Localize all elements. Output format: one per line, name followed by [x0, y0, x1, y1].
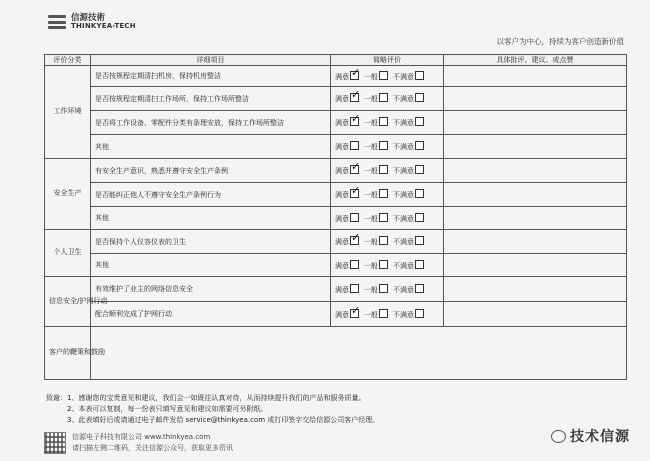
header-rating: 简略评价 [331, 55, 444, 66]
rating-option-label: 一般 [364, 285, 378, 294]
rating-option [393, 165, 424, 176]
item-cell: 是否保持个人仪容仪表的卫生 [91, 230, 331, 254]
table-row [45, 135, 627, 159]
rating-option [364, 213, 388, 224]
evaluation-table [44, 54, 627, 380]
rating-checkbox[interactable] [415, 309, 424, 318]
rating-option-label: 一般 [364, 119, 378, 127]
rating-checkbox[interactable] [415, 71, 424, 80]
rating-checkbox[interactable] [415, 189, 424, 198]
rating-checkbox[interactable] [415, 141, 424, 150]
note-line: 3、此表填好后或请通过电子邮件发给 service@thinkyea.com 或打印签字交给信源公司客户经理。 [67, 416, 380, 424]
rating-option-label: 满意 [335, 285, 349, 294]
item-cell: 是否能纠正他人不遵守安全生产条例行为 [91, 183, 331, 207]
rating-cell [331, 111, 444, 135]
encouragement-cell[interactable] [91, 327, 627, 380]
rating-option [393, 71, 424, 82]
rating-checkbox[interactable] [379, 260, 388, 269]
rating-option [393, 284, 424, 295]
comment-cell[interactable] [444, 135, 627, 159]
rating-option [335, 93, 359, 104]
comment-cell[interactable] [444, 207, 627, 230]
item-cell: 配合顺利完成了护网行动 [91, 302, 331, 327]
rating-checkbox[interactable] [379, 117, 388, 126]
table-row [45, 66, 627, 87]
rating-option [335, 165, 359, 176]
watermark-text: 技术信源 [570, 429, 630, 445]
item-cell: 有效维护了业主的网络信息安全 [91, 277, 331, 302]
rating-checkbox[interactable] [379, 309, 388, 318]
rating-option-label: 满意 [335, 214, 349, 223]
company-logo [48, 14, 136, 30]
item-cell: 是否按规程定期清扫机房，保持机房整洁 [91, 66, 331, 87]
rating-option-label: 一般 [364, 72, 378, 81]
rating-option-label: 满意 [335, 95, 349, 103]
rating-option [335, 284, 359, 295]
comment-cell[interactable] [444, 302, 627, 327]
rating-option-label: 一般 [364, 143, 378, 151]
rating-option [393, 309, 424, 320]
rating-checkbox[interactable] [379, 236, 388, 245]
notes-section [46, 393, 626, 426]
rating-option-label: 不满意 [393, 191, 414, 199]
rating-checkbox[interactable] [379, 213, 388, 222]
logo-english-name: THINKYEA-TECH [71, 21, 136, 30]
rating-cell [331, 230, 444, 254]
rating-option-label: 不满意 [393, 72, 414, 81]
rating-option [364, 309, 388, 320]
rating-option-label: 一般 [364, 261, 378, 270]
rating-option-label: 满意 [335, 261, 349, 270]
rating-cell [331, 87, 444, 111]
comment-cell[interactable] [444, 87, 627, 111]
rating-option [335, 309, 359, 320]
rating-option-label: 满意 [335, 72, 349, 81]
rating-checkbox[interactable] [379, 141, 388, 150]
comment-cell[interactable] [444, 111, 627, 135]
rating-option-label: 不满意 [393, 261, 414, 270]
rating-option [335, 117, 359, 128]
table-row [45, 254, 627, 277]
table-row [45, 111, 627, 135]
header-comments: 具体批评、建议、或点赞 [444, 55, 627, 66]
rating-checkbox[interactable] [379, 165, 388, 174]
category-cell: 工作环境 [45, 66, 91, 159]
comment-cell[interactable] [444, 277, 627, 302]
rating-option-label: 不满意 [393, 238, 414, 246]
logo-mark-icon [48, 15, 66, 29]
wechat-icon [551, 430, 566, 443]
rating-option-label: 不满意 [393, 167, 414, 175]
rating-option-label: 不满意 [393, 95, 414, 103]
table-row [45, 230, 627, 254]
comment-cell[interactable] [444, 66, 627, 87]
rating-checkbox[interactable] [350, 93, 359, 102]
rating-checkbox[interactable] [350, 236, 359, 245]
footer [44, 432, 233, 454]
rating-cell [331, 66, 444, 87]
rating-cell [331, 135, 444, 159]
rating-option-label: 不满意 [393, 214, 414, 223]
rating-option [364, 260, 388, 271]
rating-option-label: 满意 [335, 119, 349, 127]
rating-option [364, 71, 388, 82]
rating-option [393, 236, 424, 247]
footer-company: 信源电子科技有限公司 www.thinkyea.com [72, 433, 211, 441]
rating-option [335, 71, 359, 82]
rating-option-label: 一般 [364, 238, 378, 246]
header-item: 详细项目 [91, 55, 331, 66]
category-cell: 个人卫生 [45, 230, 91, 277]
rating-checkbox[interactable] [379, 189, 388, 198]
comment-cell[interactable] [444, 230, 627, 254]
note-line: 2、本表可以复制，每一份表只填写意见和建议如需要可另附纸。 [67, 405, 268, 413]
rating-option-label: 不满意 [393, 119, 414, 127]
rating-cell [331, 254, 444, 277]
table-row [45, 183, 627, 207]
rating-option-label: 满意 [335, 167, 349, 175]
rating-cell [331, 277, 444, 302]
rating-checkbox[interactable] [350, 284, 359, 293]
header-category: 评价分类 [45, 55, 91, 66]
comment-cell[interactable] [444, 159, 627, 183]
rating-option-label: 不满意 [393, 310, 414, 319]
category-cell: 信息安全/护网行动 [45, 277, 91, 327]
table-row [45, 87, 627, 111]
rating-option-label: 一般 [364, 214, 378, 223]
rating-checkbox[interactable] [350, 309, 359, 318]
rating-cell [331, 302, 444, 327]
item-cell: 其他 [91, 254, 331, 277]
rating-cell [331, 159, 444, 183]
wechat-watermark [551, 426, 630, 446]
rating-checkbox[interactable] [379, 284, 388, 293]
rating-option [335, 141, 359, 152]
rating-option [364, 284, 388, 295]
logo-chinese-name: 信源技術 [71, 13, 106, 23]
footer-instruction: 请扫描左侧二维码，关注信源公众号，获取更多资讯 [72, 444, 233, 452]
comment-cell[interactable] [444, 254, 627, 277]
rating-option-label: 一般 [364, 191, 378, 199]
rating-option [393, 117, 424, 128]
rating-checkbox[interactable] [350, 189, 359, 198]
item-cell: 其他 [91, 207, 331, 230]
rating-checkbox[interactable] [415, 117, 424, 126]
rating-option [364, 141, 388, 152]
item-cell: 有安全生产意识，熟悉并遵守安全生产条例 [91, 159, 331, 183]
rating-cell [331, 183, 444, 207]
rating-option-label: 一般 [364, 95, 378, 103]
item-cell: 其他 [91, 135, 331, 159]
rating-option-label: 满意 [335, 191, 349, 199]
rating-option [335, 213, 359, 224]
category-cell: 客户的鞭策和鼓励 [45, 327, 91, 380]
rating-option [364, 236, 388, 247]
item-cell: 是否按规程定期清扫工作场所，保持工作场所整洁 [91, 87, 331, 111]
rating-option [335, 236, 359, 247]
rating-option [335, 260, 359, 271]
rating-option [393, 93, 424, 104]
table-row [45, 159, 627, 183]
note-line: 致谢：1、感谢您的宝贵意见和建议，我们会一如既往认真对待，从而持续提升我们的产品和服务质量。 [46, 394, 366, 402]
rating-checkbox[interactable] [415, 213, 424, 222]
rating-option-label: 一般 [364, 167, 378, 175]
rating-checkbox[interactable] [379, 71, 388, 80]
rating-option [393, 141, 424, 152]
rating-checkbox[interactable] [350, 213, 359, 222]
table-header-row [45, 55, 627, 66]
rating-checkbox[interactable] [415, 260, 424, 269]
rating-option [335, 189, 359, 200]
rating-checkbox[interactable] [350, 165, 359, 174]
rating-option [393, 213, 424, 224]
category-cell: 安全生产 [45, 159, 91, 230]
rating-option-label: 满意 [335, 143, 349, 151]
rating-checkbox[interactable] [350, 260, 359, 269]
rating-checkbox[interactable] [415, 93, 424, 102]
table-row [45, 302, 627, 327]
rating-option-label: 不满意 [393, 143, 414, 151]
company-slogan: 以客户为中心，持续为客户创造新价值 [496, 37, 624, 46]
rating-option [364, 117, 388, 128]
rating-checkbox[interactable] [350, 117, 359, 126]
rating-option [364, 189, 388, 200]
rating-option [393, 260, 424, 271]
rating-checkbox[interactable] [415, 236, 424, 245]
rating-option-label: 一般 [364, 310, 378, 319]
rating-option [393, 189, 424, 200]
rating-option [364, 93, 388, 104]
rating-option-label: 满意 [335, 310, 349, 319]
rating-option-label: 不满意 [393, 285, 414, 294]
rating-option-label: 满意 [335, 238, 349, 246]
rating-checkbox[interactable] [350, 71, 359, 80]
rating-checkbox[interactable] [350, 141, 359, 150]
rating-checkbox[interactable] [415, 284, 424, 293]
item-cell: 是否将工作设备、零配件分类有条理安放，保持工作场所整洁 [91, 111, 331, 135]
table-row [45, 327, 627, 380]
table-row [45, 207, 627, 230]
comment-cell[interactable] [444, 183, 627, 207]
rating-option [364, 165, 388, 176]
qr-code-icon [44, 432, 66, 454]
table-row [45, 277, 627, 302]
rating-checkbox[interactable] [415, 165, 424, 174]
rating-checkbox[interactable] [379, 93, 388, 102]
rating-cell [331, 207, 444, 230]
